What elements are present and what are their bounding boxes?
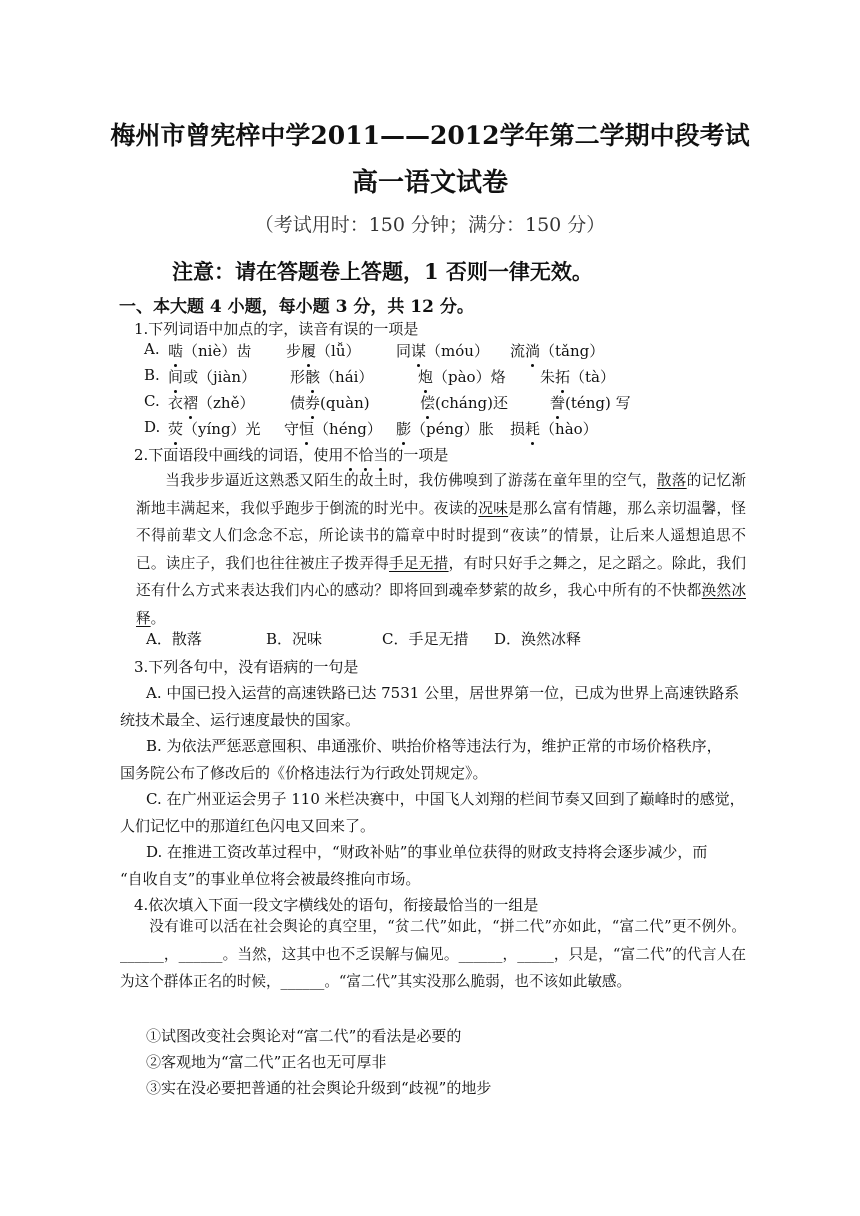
option-word: 步履（lǚ） (286, 342, 361, 360)
option-word: 朱拓（tà） (540, 368, 616, 386)
dotted-char: 偿 (420, 394, 436, 412)
question-3-option-a-cont: 统技术最全、运行速度最快的国家。 (120, 711, 361, 729)
question-3-option-d: D. 在推进工资改革过程中，“财政补贴”的事业单位获得的财政支持将会逐步减少，而 (146, 843, 708, 861)
option-word: 偿(cháng)还 (420, 394, 508, 412)
option-letter: A. (144, 340, 160, 358)
option-word: 守恒（héng） (284, 420, 382, 438)
dotted-char: 炮 (418, 368, 434, 386)
exam-title: 梅州市曾宪梓中学2011——2012学年第二学期中段考试 (110, 121, 750, 150)
question-4-item-1: ①试图改变社会舆论对“富二代”的看法是必要的 (146, 1027, 462, 1045)
dotted-char: 谋 (411, 342, 427, 360)
question-4-item-3: ③实在没必要把普通的社会舆论升级到“歧视”的地步 (146, 1079, 492, 1097)
dotted-char: 拓 (555, 368, 571, 386)
option-word: 同谋（móu） (396, 342, 489, 360)
dotted-char: 荧 (168, 420, 184, 438)
dotted-char: 啮 (168, 342, 184, 360)
question-3-option-c: C. 在广州亚运会男子 110 米栏决赛中，中国飞人刘翔的栏间节奏又回到了巅峰时的感觉， (146, 790, 745, 808)
question-3-option-d-cont: “自收自支”的事业单位将会被最终推向市场。 (120, 870, 421, 888)
option-letter: B. (144, 366, 160, 384)
question-2-options (0, 628, 860, 652)
underlined-word: 手足无措 (389, 554, 449, 572)
dotted-char: 骸 (305, 368, 321, 386)
question-1-row-c (0, 392, 860, 416)
question-1-row-b (0, 366, 860, 390)
question-4-item-2: ②客观地为“富二代”正名也无可厚非 (146, 1053, 387, 1071)
question-3-option-b: B. 为依法严惩恶意囤积、串通涨价、哄抬价格等违法行为，维护正常的市场价格秩序， (146, 737, 722, 755)
question-4-stem: 4.依次填入下面一段文字横线处的语句，衔接最恰当的一组是 (134, 896, 539, 914)
dotted-char: 淌 (525, 342, 541, 360)
option-word: 间或（jiàn） (168, 368, 257, 386)
underlined-word: 况味 (478, 499, 509, 517)
option-word: 誊(téng) 写 (550, 394, 631, 412)
option-word: 损耗（hào） (510, 420, 598, 438)
dotted-char: 当 (373, 446, 389, 464)
dotted-char: 誊 (550, 394, 566, 412)
dotted-char: 履 (301, 342, 317, 360)
option-word: 荧（yíng）光 (168, 420, 261, 438)
exam-time-info: （考试用时：150 分钟；满分：150 分） (254, 214, 606, 236)
underlined-word: 散落 (656, 472, 687, 489)
question-1-row-a (0, 340, 860, 364)
question-3-option-b-cont: 国务院公布了修改后的《价格违法行为行政处罚规定》。 (120, 764, 488, 782)
question-4-passage: 没有谁可以活在社会舆论的真空里，“贫二代”如此，“拼二代”亦如此，“富二代”更不例外。______，______。当然，这其中也不乏误解与偏见。______，_____，只是，“富二代”的代言人在为这个群体正名的时候，______。“富二代”其实没那么脆弱，也不该如此敏感。 (120, 918, 746, 990)
option: B．况味 (266, 630, 323, 648)
option-word: 债券(quàn) (290, 394, 370, 412)
question-3-option-a: A. 中国已投入运营的高速铁路已达 7531 公里，居世界第一位，已成为世界上高速铁路系 (146, 684, 740, 702)
option-word: 流淌（tǎng） (510, 342, 605, 360)
dotted-char: 褶 (183, 394, 199, 412)
section-heading: 一、本大题 4 小题，每小题 3 分，共 12 分。 (119, 297, 474, 317)
option-word: 衣褶（zhě） (168, 394, 255, 412)
exam-notice: 注意：请在答题卷上答题，1 否则一律无效。 (172, 259, 593, 284)
option: C．手足无措 (382, 630, 469, 648)
dotted-char: 耗 (525, 420, 541, 438)
dotted-char: 膨 (396, 420, 412, 438)
underlined-word: 涣然冰释 (136, 582, 746, 627)
dotted-char: 不 (343, 446, 359, 464)
option-word: 膨（péng）胀 (396, 420, 494, 438)
exam-subtitle: 高一语文试卷 (351, 168, 508, 198)
question-1-stem: 1.下列词语中加点的字，读音有误的一项是 (134, 320, 419, 338)
question-1-row-d (0, 418, 860, 442)
option-word: 啮（niè）齿 (168, 342, 252, 360)
dotted-char: 券 (305, 394, 321, 412)
dotted-char: 恰 (358, 446, 374, 464)
option-letter: D. (144, 418, 161, 436)
question-2-stem: 2.下面语段中画线的词语，使用不恰当的一项是 (134, 446, 449, 464)
dotted-char: 恒 (299, 420, 315, 438)
question-3-stem: 3.下列各句中，没有语病的一句是 (134, 658, 359, 676)
question-2-passage: 当我步步逼近这熟悉又陌生的故土时，我仿佛嗅到了游荡在童年里的空气，散落的记忆渐渐地丰满起来，我似乎跑步于倒流的时光中。夜读的况味是那么富有情趣，那么亲切温馨，怪不得前辈文人们念念不忘，所论读书的篇章中时时提到“夜读”的情景，让后来人遥想追思不已。读庄子，我们也往往被庄子拨弄得手足无措，有时只好手之舞之，足之蹈之。除此，我们还有什么方式来表达我们内心的感动？即将回到魂牵梦萦的故乡，我心中所有的不快都涣然冰释。 (136, 472, 746, 627)
option-word: 形骸（hái） (290, 368, 374, 386)
question-3-option-c-cont: 人们记忆中的那道红色闪电又回来了。 (120, 817, 376, 835)
dotted-char: 间 (168, 368, 184, 386)
option: A．散落 (146, 630, 202, 648)
option-word: 炮（pào）烙 (418, 368, 506, 386)
option: D．涣然冰释 (494, 630, 582, 648)
option-letter: C. (144, 392, 160, 410)
